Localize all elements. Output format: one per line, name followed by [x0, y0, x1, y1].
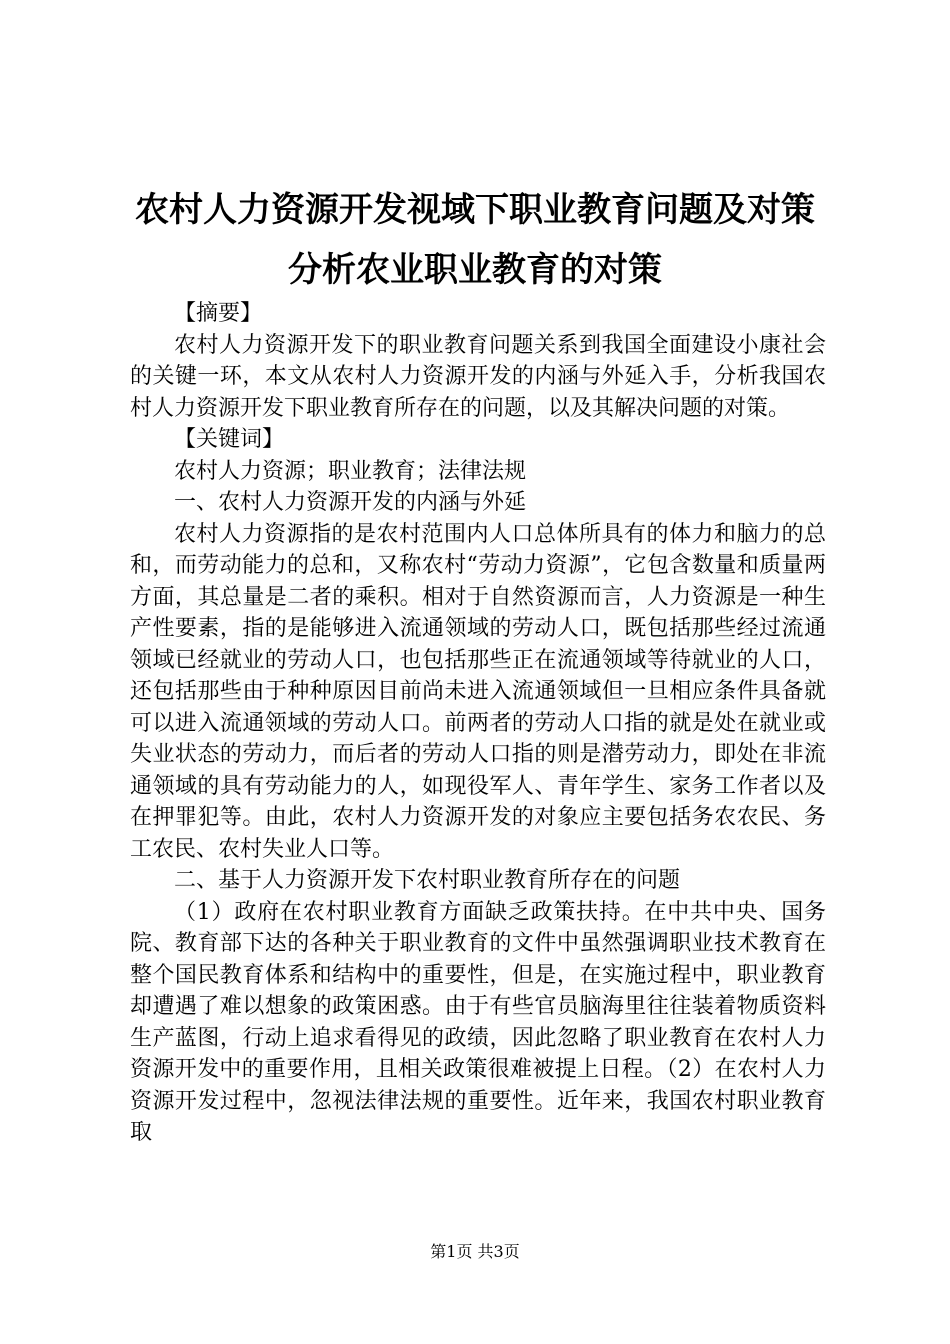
abstract-paragraph: 农村人力资源开发下的职业教育问题关系到我国全面建设小康社会的关键一环，本文从农村人力资源开发的内涵与外延入手，分析我国农村人力资源开发下职业教育所存在的问题，以及其解决问题的对策。 — [130, 332, 826, 421]
keywords-paragraph: 农村人力资源；职业教育；法律法规 — [174, 458, 527, 484]
keywords-heading: 【关键词】 — [174, 427, 285, 452]
document-title-line-1: 农村人力资源开发视域下职业教育问题及对策 — [135, 190, 815, 230]
section-2-paragraph: （1）政府在农村职业教育方面缺乏政策扶持。在中共中央、国务院、教育部下达的各种关于职业教育的文件中虽然强调职业技术教育在整个国民教育体系和结构中的重要性，但是，在实施过程中，职业教育却遭遇了难以想象的政策困惑。由于有些官员脑海里往往装着物质资料生产蓝图，行动上追求看得见的政绩，因此忽略了职业教育在农村人力资源开发中的重要作用，且相关政策很难被提上日程。（2）在农村人力资源开发过程中，忽视法律法规的重要性。近年来，我国农村职业教育取 — [130, 899, 826, 1145]
document-title-line-2: 分析农业职业教育的对策 — [288, 250, 662, 290]
page-number-footer: 第1页 共3页 — [430, 1242, 520, 1261]
section-1-heading: 一、农村人力资源开发的内涵与外延 — [174, 490, 527, 515]
section-1-paragraph: 农村人力资源指的是农村范围内人口总体所具有的体力和脑力的总和，而劳动能力的总和，又称农村“劳动力资源”，它包含数量和质量两方面，其总量是二者的乘积。相对于自然资源而言，人力资源是一种生产性要素，指的是能够进入流通领域的劳动人口，既包括那些经过流通领域已经就业的劳动人口，也包括那些正在流通领域等待就业的人口，还包括那些由于种种原因目前尚未进入流通领域但一旦相应条件具备就可以进入流通领域的劳动人口。前两者的劳动人口指的就是处在就业或失业状态的劳动力，而后者的劳动人口指的则是潜劳动力，即处在非流通领域的具有劳动能力的人，如现役军人、青年学生、家务工作者以及在押罪犯等。由此，农村人力资源开发的对象应主要包括务农农民、务工农民、农村失业人口等。 — [130, 521, 826, 862]
section-2-heading: 二、基于人力资源开发下农村职业教育所存在的问题 — [174, 868, 681, 893]
abstract-heading: 【摘要】 — [174, 301, 263, 326]
document-body — [130, 298, 826, 1149]
